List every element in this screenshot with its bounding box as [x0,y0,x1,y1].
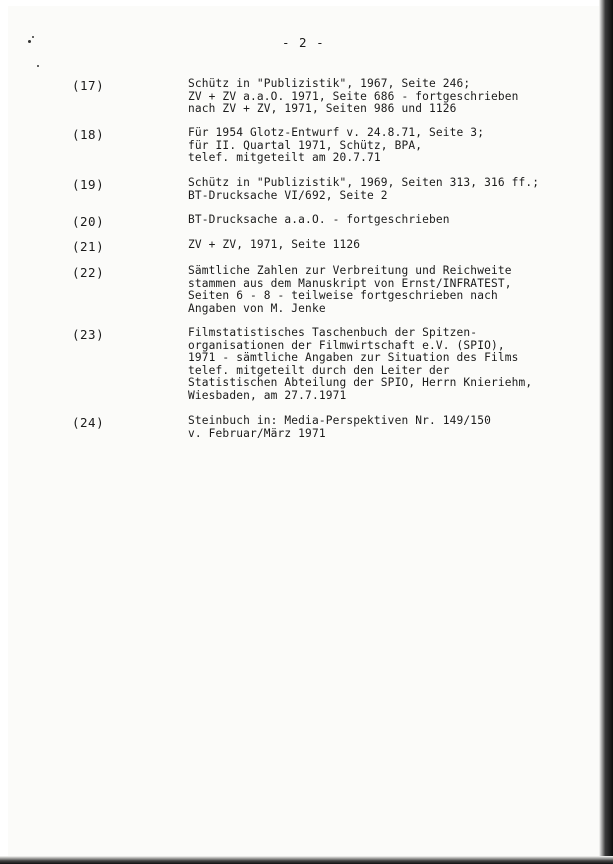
footnote-number: (21) [72,239,105,254]
footnote-number: (17) [72,78,105,93]
footnote-text [188,127,568,165]
footnote-line: für II. Quartal 1971, Schütz, BPA, [188,138,423,152]
footnote-line: organisationen der Filmwirtschaft e.V. (SPIO), [188,338,505,352]
footnote-line: telef. mitgeteilt am 20.7.71 [188,151,381,165]
footnote-text [188,239,568,252]
footnote-line: BT-Drucksache VI/692, Seite 2 [188,188,388,202]
footnote-text [188,78,568,116]
footnote-line: ZV + ZV a.a.O. 1971, Seite 686 - fortgeschrieben [188,89,519,103]
footnote-number: (23) [72,327,105,342]
footnote-line: Wiesbaden, am 27.7.1971 [188,388,347,402]
footnote-line: Seiten 6 - 8 - teilweise fortgeschrieben nach [188,289,498,303]
footnote-number: (18) [72,127,105,142]
footnote-line: 1971 - sämtliche Angaben zur Situation des Films [188,351,519,365]
page-number: - 2 - [282,35,325,50]
scan-edge-right [599,0,613,864]
footnote-text [188,265,568,315]
scan-speck [37,65,39,67]
scan-edge-bottom [0,856,613,864]
footnote-number: (22) [72,265,105,280]
footnote-line: Filmstatistisches Taschenbuch der Spitzen- [188,326,478,339]
footnote-line: Sämtliche Zahlen zur Verbreitung und Reichweite [188,264,512,277]
footnote-line: ZV + ZV, 1971, Seite 1126 [188,238,361,251]
footnote-line: stammen aus dem Manuskript von Ernst/INFRATEST, [188,276,512,290]
footnote-line: Statistischen Abteilung der SPIO, Herrn Knieriehm, [188,376,533,390]
footnote-line: Angaben von M. Jenke [188,301,326,315]
footnote-line: v. Februar/März 1971 [188,426,326,440]
footnote-text [188,177,568,202]
footnote-line: Schütz in "Publizistik", 1967, Seite 246; [188,77,471,90]
footnote-number: (20) [72,214,105,229]
footnote-line: Für 1954 Glotz-Entwurf v. 24.8.71, Seite 3; [188,126,485,139]
footnote-line: BT-Drucksache a.a.O. - fortgeschrieben [188,213,450,226]
footnote-text [188,327,568,403]
footnote-number: (24) [72,415,105,430]
footnote-text [188,415,568,440]
footnote-line: Schütz in "Publizistik", 1969, Seiten 313, 316 ff.; [188,176,540,189]
scan-speck [32,36,34,38]
footnote-line: nach ZV + ZV, 1971, Seiten 986 und 1126 [188,102,457,116]
footnote-number: (19) [72,177,105,192]
footnote-line: Steinbuch in: Media-Perspektiven Nr. 149/150 [188,414,491,427]
footnote-text [188,214,568,227]
footnote-line: telef. mitgeteilt durch den Leiter der [188,363,450,377]
scan-speck [28,40,31,43]
